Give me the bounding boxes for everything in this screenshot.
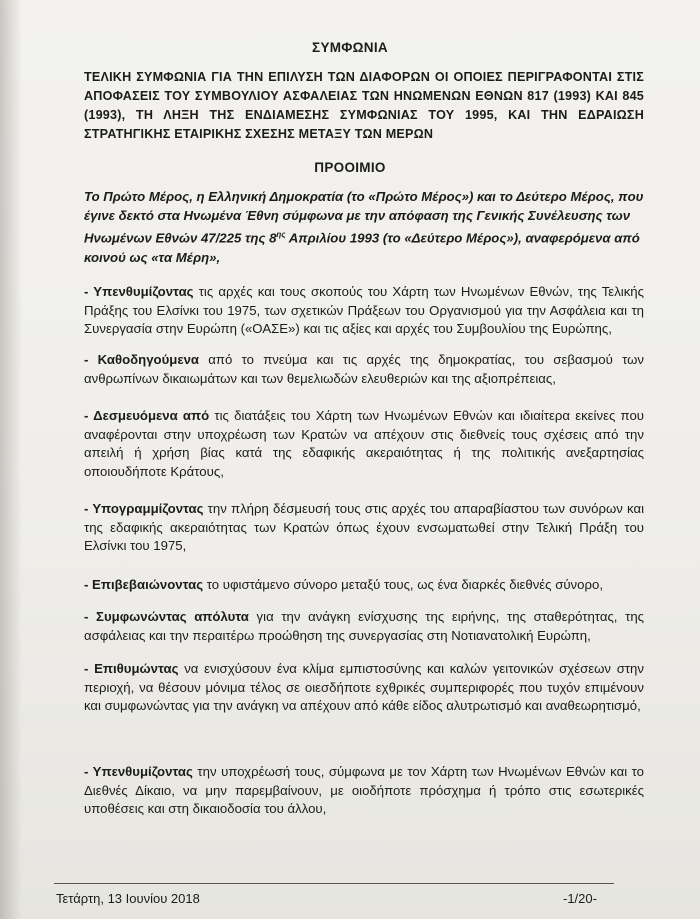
intro-text-start: Το Πρώτο Μέρος, η Ελληνική Δημοκρατία (το «Πρώτο Μέρος») και το Δεύτερο Μέρος, που έγινε δεκτό στα Ηνωμένα Έθνη σύμφωνα με την απόφαση της Γενικής Συνέλευσης των Ηνωμένων Εθνών 47/225 της 8 [84,189,644,246]
paragraph-lead: - Δεσμευόμενα από [84,408,210,423]
page-number: -1/20- [563,891,597,906]
preamble-paragraph [84,283,644,339]
footer-divider [54,883,614,884]
paragraph-text: την πλήρη δέσμευσή τους στις αρχές του απαραβίαστου των συνόρων και της εδαφικής ακεραιότητας των Κρατών όπως έχουν ενσωματωθεί στην Τελική Πράξη του Ελσίνκι του 1975, [84,501,644,554]
preamble-paragraph [84,351,644,388]
paragraph-text: να ενισχύσουν ένα κλίμα εμπιστοσύνης και καλών γειτονικών σχέσεων στην περιοχή, να θέσουν μόνιμα τέλος σε οιεσδήποτε εχθρικές συμπεριφορές που τυχόν επιμένουν και συμφωνώντας για την ανάγκη να απέχουν από κάθε είδος αλυτρωτισμό και αναθεωρητισμό, [84,661,644,714]
intro-superscript: ης [276,230,286,240]
preamble-paragraph [84,763,644,819]
paragraph-text: τις αρχές και τους σκοπούς του Χάρτη των Ηνωμένων Εθνών, της Τελικής Πράξης του Ελσίνκι του 1975, των σχετικών Πράξεων του Οργανισμού για την Ασφάλεια και τη Συνεργασία στην Ευρώπη («ΟΑΣΕ») και τις αξίες και αρχές του Συμβουλίου της Ευρώπης, [84,284,644,337]
paragraph-lead: - Συμφωνώντας απόλυτα [84,609,249,624]
intro-text-end: Απριλίου 1993 (το «Δεύτερο Μέρος»), αναφερόμενα από κοινού ως «τα Μέρη», [84,230,640,265]
paragraph-lead: - Υπενθυμίζοντας [84,764,193,779]
preamble-paragraph [84,407,644,481]
paragraph-lead: - Επιβεβαιώνοντας [84,577,204,592]
paragraph-lead: - Υπογραμμίζοντας [84,501,204,516]
paragraph-text: τις διατάξεις του Χάρτη των Ηνωμένων Εθνών και ιδιαίτερα εκείνες που αναφέρονται στην υποχρέωση των Κρατών να απέχουν στις διεθνείς τους σχέσεις από την απειλή ή χρήση βίας κατά της εδαφικής ακεραιότητας ή της πολιτικής ανεξαρτησίας οποιουδήποτε Κράτους, [84,408,644,479]
document-title: ΣΥΜΦΩΝΙΑ [312,40,388,55]
paragraph-lead: - Καθοδηγούμενα [84,352,200,367]
paragraph-lead: - Υπενθυμίζοντας [84,284,194,299]
preamble-paragraph [84,660,644,716]
preamble-paragraph [84,608,644,645]
paragraph-text: από το πνεύμα και τις αρχές της δημοκρατίας, του σεβασμού των ανθρωπίνων δικαιωμάτων και των θεμελιωδών ελευθεριών και της αξιοπρέπειας, [84,352,644,386]
preamble-heading: ΠΡΟΟΙΜΙΟ [314,160,386,175]
footer-date: Τετάρτη, 13 Ιουνίου 2018 [56,891,200,906]
paragraph-text: για την ανάγκη ενίσχυσης της ειρήνης, της σταθερότητας, της ασφάλειας και την περαιτέρω προώθηση της συνεργασίας στη Νοτιανατολική Ευρώπη, [84,609,645,643]
preamble-intro [84,187,644,267]
document-subtitle: ΤΕΛΙΚΗ ΣΥΜΦΩΝΙΑ ΓΙΑ ΤΗΝ ΕΠΙΛΥΣΗ ΤΩΝ ΔΙΑΦΟΡΩΝ ΟΙ ΟΠΟΙΕΣ ΠΕΡΙΓΡΑΦΟΝΤΑΙ ΣΤΙΣ ΑΠΟΦΑΣΕΙΣ ΤΟΥ ΣΥΜΒΟΥΛΙΟΥ ΑΣΦΑΛΕΙΑΣ ΤΩΝ ΗΝΩΜΕΝΩΝ ΕΘΝΩΝ 817 (1993) ΚΑΙ 845 (1993), ΤΗ ΛΗΞΗ ΤΗΣ ΕΝΔΙΑΜΕΣΗΣ ΣΥΜΦΩΝΙΑΣ ΤΟΥ 1995, ΚΑΙ ΤΗΝ ΕΔΡΑΙΩΣΗ ΣΤΡΑΤΗΓΙΚΗΣ ΕΤΑΙΡΙΚΗΣ ΣΧΕΣΗΣ ΜΕΤΑΞΥ ΤΩΝ ΜΕΡΩΝ [84,70,644,141]
preamble-paragraph [84,576,644,595]
page-shadow [0,0,22,919]
paragraph-text: την υποχρέωσή τους, σύμφωνα με τον Χάρτη των Ηνωμένων Εθνών και το Διεθνές Δίκαιο, να μην παρεμβαίνουν, με οιοδήποτε πρόσχημα ή τρόπο στις εσωτερικές υποθέσεις και στη δικαιοδοσία του άλλου, [84,764,644,817]
paragraph-lead: - Επιθυμώντας [84,661,179,676]
paragraph-text: το υφιστάμενο σύνορο μεταξύ τους, ως ένα διαρκές διεθνές σύνορο, [203,577,603,592]
preamble-paragraph [84,500,644,556]
